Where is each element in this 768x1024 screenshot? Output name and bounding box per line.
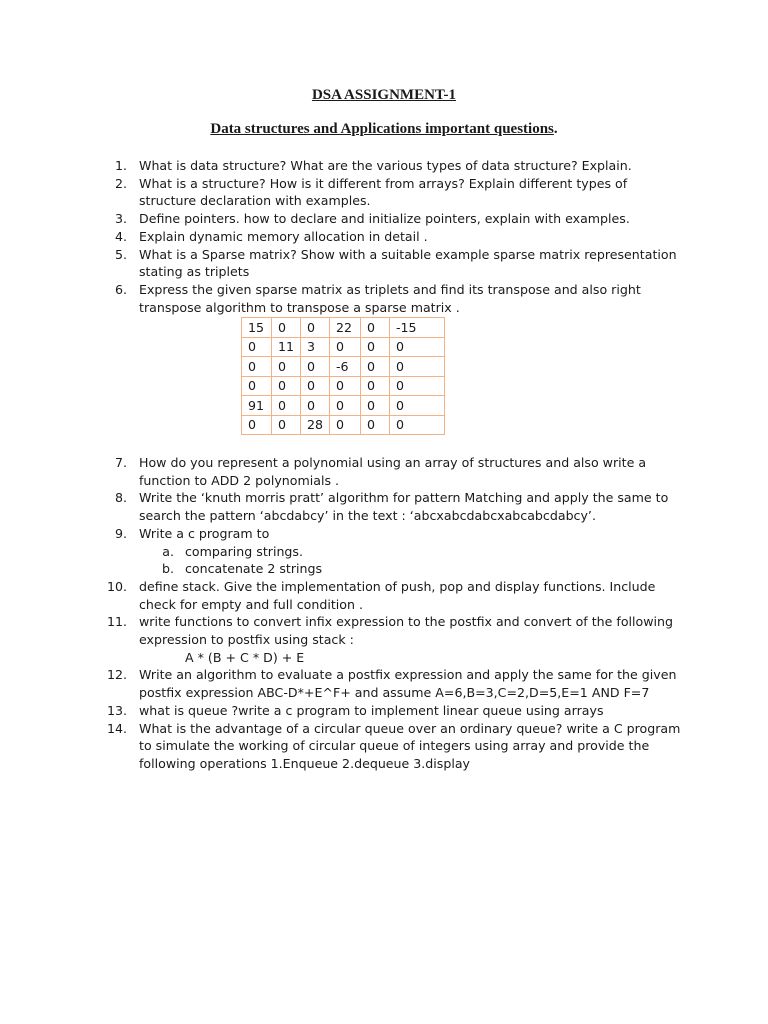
question-text: what is queue ?write a c program to implement linear queue using arrays xyxy=(139,702,604,718)
question-number: 10. xyxy=(106,578,127,594)
matrix-row xyxy=(242,357,445,377)
matrix-row xyxy=(242,415,445,435)
question-text: postfix expression ABC-D*+E^F+ and assume A=6,B=3,C=2,D=5,E=1 AND F=7 xyxy=(139,685,650,701)
matrix-cell: 0 xyxy=(272,376,301,396)
question-text: What is a structure? How is it different from arrays? Explain different types of xyxy=(139,175,628,191)
matrix-row xyxy=(242,396,445,416)
question-text: expression to postfix using stack : xyxy=(139,632,354,647)
matrix-cell: 0 xyxy=(390,357,445,377)
matrix-cell: 0 xyxy=(330,337,361,357)
matrix-cell: 0 xyxy=(272,396,301,416)
matrix-cell: 0 xyxy=(301,396,330,416)
matrix-cell: 0 xyxy=(330,396,361,416)
question-number: 13. xyxy=(106,702,127,718)
matrix-cell: 0 xyxy=(242,357,272,377)
matrix-cell: 0 xyxy=(361,376,390,396)
matrix-cell: 0 xyxy=(361,396,390,416)
matrix-cell: -6 xyxy=(330,357,361,377)
question-number: 7. xyxy=(114,455,127,470)
matrix-cell: 0 xyxy=(361,318,390,338)
question-number: 12. xyxy=(106,667,127,683)
question-text: What is the advantage of a circular queue over an ordinary queue? write a C program xyxy=(139,720,681,736)
question-text: How do you represent a polynomial using an array of structures and also write a xyxy=(139,455,647,470)
matrix-row xyxy=(242,376,445,396)
matrix-cell: 11 xyxy=(272,337,301,357)
question-text: Define pointers. how to declare and initialize pointers, explain with examples. xyxy=(139,211,630,227)
sub-item-text: comparing strings. xyxy=(185,543,303,559)
matrix-cell: 0 xyxy=(361,337,390,357)
question-text: Write an algorithm to evaluate a postfix expression and apply the same for the given xyxy=(139,667,677,683)
question-number: 6. xyxy=(114,281,127,297)
question-number: 5. xyxy=(114,246,127,262)
question-text: following operations 1.Enqueue 2.dequeue 3.display xyxy=(139,755,471,771)
question-number: 1. xyxy=(114,158,127,173)
matrix-cell: 0 xyxy=(272,318,301,338)
sub-item-text: concatenate 2 strings xyxy=(185,561,323,577)
matrix-cell: 22 xyxy=(330,318,361,338)
matrix-cell: 15 xyxy=(242,318,272,338)
question-text: Write the ‘knuth morris pratt’ algorithm for pattern Matching and apply the same to xyxy=(139,490,669,506)
matrix-cell: 0 xyxy=(390,396,445,416)
matrix-cell: 0 xyxy=(272,357,301,377)
question-text: Explain dynamic memory allocation in detail . xyxy=(139,228,428,244)
question-text: write functions to convert infix expression to the postfix and convert of the following xyxy=(139,614,674,630)
expression-text: A * (B + C * D) + E xyxy=(185,649,305,665)
matrix-cell: -15 xyxy=(390,318,445,338)
matrix-cell: 0 xyxy=(330,376,361,396)
question-number: a. xyxy=(162,543,174,559)
matrix-row xyxy=(242,318,445,338)
subtitle-period: . xyxy=(553,121,558,137)
subtitle-text: Data structures and Applications important questions xyxy=(210,121,554,137)
question-number: 11. xyxy=(106,614,127,630)
matrix-cell: 3 xyxy=(301,337,330,357)
question-number: 2. xyxy=(114,175,127,191)
matrix-cell: 0 xyxy=(390,415,445,435)
question-number: 4. xyxy=(114,228,127,244)
matrix-cell: 0 xyxy=(301,376,330,396)
question-number: b. xyxy=(162,561,174,577)
question-text: define stack. Give the implementation of push, pop and display functions. Include xyxy=(139,578,656,594)
matrix-cell: 0 xyxy=(390,376,445,396)
page-subtitle xyxy=(0,121,768,138)
matrix-cell: 28 xyxy=(301,415,330,435)
question-text: to simulate the working of circular queue of integers using array and provide the xyxy=(139,738,650,754)
matrix-cell: 0 xyxy=(361,415,390,435)
question-text: Express the given sparse matrix as triplets and find its transpose and also right xyxy=(139,281,641,297)
matrix-cell: 0 xyxy=(330,415,361,435)
question-text: transpose algorithm to transpose a sparse matrix . xyxy=(139,299,460,315)
question-text: function to ADD 2 polynomials . xyxy=(139,472,340,488)
matrix-cell: 0 xyxy=(361,357,390,377)
question-number: 3. xyxy=(114,211,127,227)
question-text: stating as triplets xyxy=(139,264,250,280)
question-text: structure declaration with examples. xyxy=(139,193,371,209)
question-text: What is a Sparse matrix? Show with a suitable example sparse matrix representation xyxy=(139,246,677,262)
question-text: What is data structure? What are the various types of data structure? Explain. xyxy=(139,158,632,173)
matrix-cell: 0 xyxy=(301,357,330,377)
matrix-cell: 0 xyxy=(242,337,272,357)
matrix-cell: 0 xyxy=(390,337,445,357)
page-title: DSA ASSIGNMENT-1 xyxy=(311,87,457,103)
matrix-cell: 91 xyxy=(242,396,272,416)
question-number: 14. xyxy=(106,720,127,736)
question-text: Write a c program to xyxy=(139,525,270,541)
question-text: search the pattern ‘abcdabcy’ in the text : ‘abcxabcdabcxabcabcdabcy’. xyxy=(139,508,596,524)
matrix-cell: 0 xyxy=(301,318,330,338)
matrix-cell: 0 xyxy=(272,415,301,435)
matrix-cell: 0 xyxy=(242,376,272,396)
sparse-matrix-table xyxy=(241,317,445,435)
question-number: 8. xyxy=(114,490,127,506)
matrix-row xyxy=(242,337,445,357)
question-text: check for empty and full condition . xyxy=(139,596,363,612)
question-number: 9. xyxy=(114,525,127,541)
matrix-cell: 0 xyxy=(242,415,272,435)
